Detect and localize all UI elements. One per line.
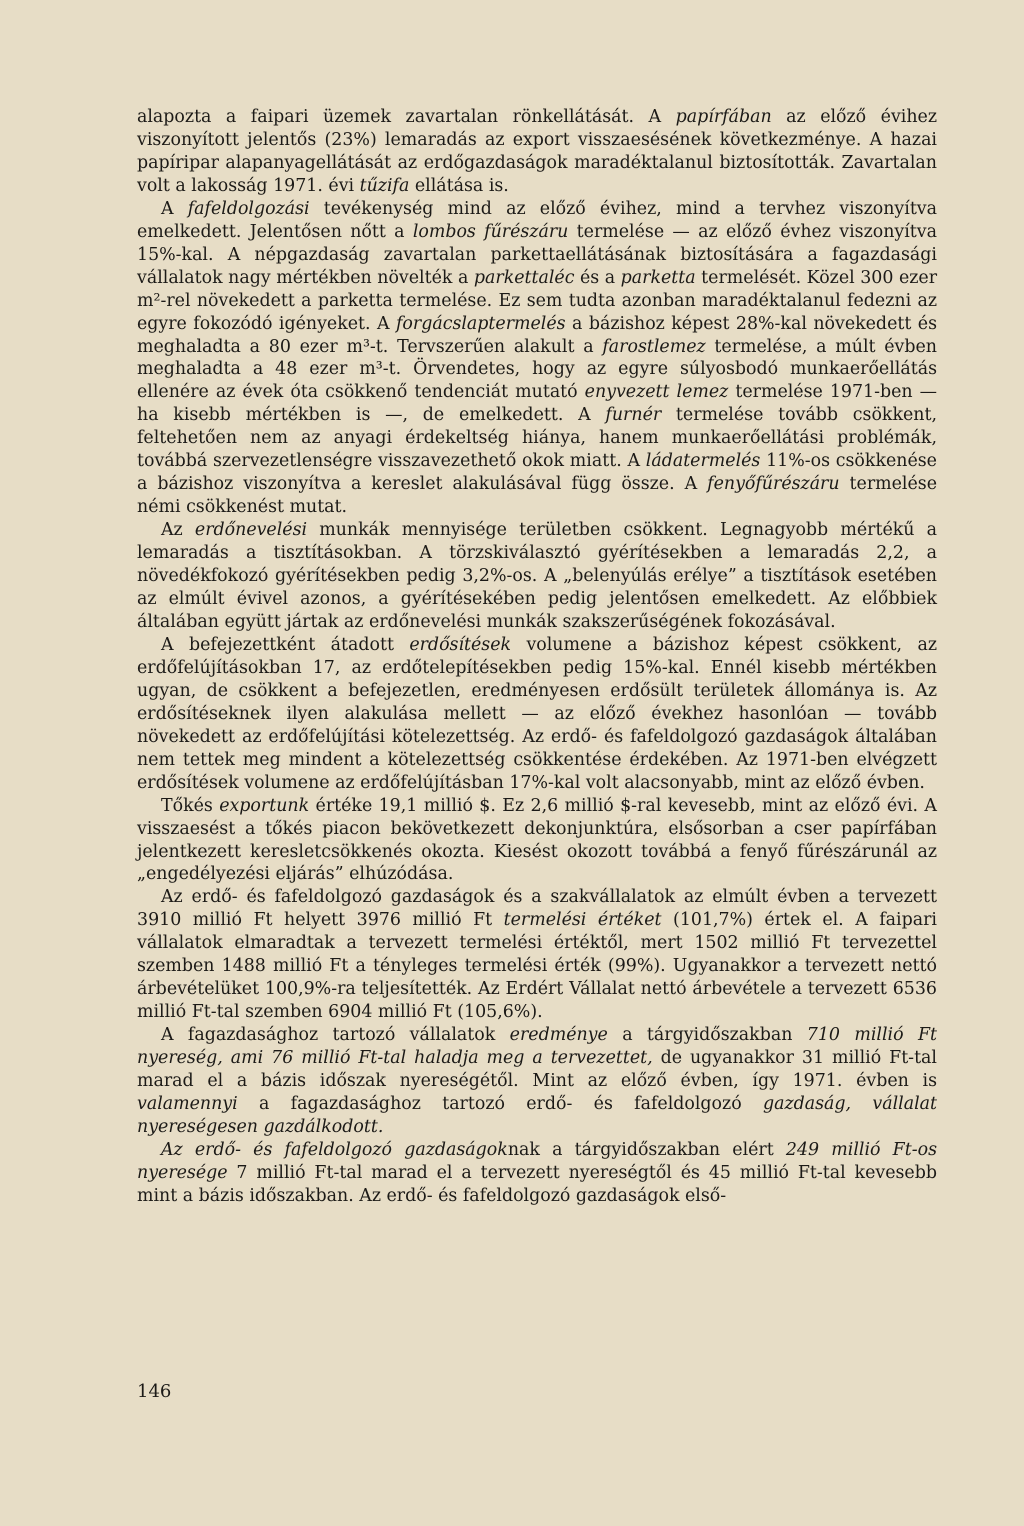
paragraph-8: Az erdő- és fafeldolgozó gazdaságoknak a tárgyidőszakban elért 249 millió Ft-os nyeresége 7 millió Ft-tal marad el a tervezett nyereségtől és 45 millió Ft-tal kevesebb mint a bázis időszakban. Az erdő- és fafeldolgozó gazdaságok első-: [137, 1139, 937, 1206]
page-number: 146: [137, 1381, 172, 1402]
paragraph-3: Az erdőnevelési munkák mennyisége területben csökkent. Legnagyobb mértékű a lemaradás a tisztításokban. A törzskiválasztó gyérítésekben a lemaradás 2,2, a növedékfokozó gyérítésekben pedig 3,2%-os. A „belenyúlás erélye” a tisztítások esetében az elmúlt évivel azonos, a gyérítésekében pedig jelentősen emelkedett. Az előbbiek általában együtt jártak az erdőnevelési munkák szakszerűségének fokozásával.: [137, 520, 938, 632]
paragraph-1: alapozta a faipari üzemek zavartalan rönkellátását. A papírfában az előző évihez viszonyított jelentős (23%) lemaradás az export visszaesésének következménye. A hazai papíripar alapanyagellátását az erdőgazdaságok maradéktalanul biztosították. Zavartalan volt a lakosság 1971. évi tűzifa ellátása is.: [137, 107, 937, 196]
body-text: [137, 106, 937, 1208]
paragraph-5: Tőkés exportunk értéke 19,1 millió $. Ez 2,6 millió $-ral kevesebb, mint az előző évi. A visszaesést a tőkés piacon bekövetkezett dekonjunktúra, elsősorban a cser papírfában jelentkezett keresletcsökkenés okozta. Kiesést okozott továbbá a fenyő fűrészárunál az „engedélyezési eljárás” elhúzódása.: [137, 795, 937, 885]
paragraph-7: A fagazdasághoz tartozó vállalatok eredménye a tárgyidőszakban 710 millió Ft nyereség, ami 76 millió Ft-tal haladja meg a tervezettet, de ugyanakkor 31 millió Ft-tal marad el a bázis időszak nyereségétől. Mint az előző évben, így 1971. évben is valamennyi a fagazdasághoz tartozó erdő- és fafeldolgozó gazdaság, vállalat nyereségesen gazdálkodott.: [137, 1025, 938, 1137]
paragraph-4: A befejezettként átadott erdősítések volumene a bázishoz képest csökkent, az erdőfelújításokban 17, az erdőtelepítésekben pedig 15%-kal. Ennél kisebb mértékben ugyan, de csökkent a befejezetlen, eredményesen erdősült területek állománya is. Az erdősítéseknek ilyen alakulása mellett — az előző évekhez hasonlóan — tovább növekedett az erdőfelújítási kötelezettség. Az erdő- és fafeldolgozó gazdaságok általában nem tettek meg mindent a kötelezettség csökkentése érdekében. Az 1971-ben elvégzett erdősítések volumene az erdőfelújításban 17%-kal volt alacsonyabb, mint az előző évben.: [137, 634, 937, 793]
paragraph-6: Az erdő- és fafeldolgozó gazdaságok és a szakvállalatok az elmúlt évben a tervezett 3910 millió Ft helyett 3976 millió Ft termelési értéket (101,7%) értek el. A faipari vállalatok elmaradtak a tervezett termelési értéktől, mert 1502 millió Ft tervezettel szemben 1488 millió Ft a tényleges termelési érték (99%). Ugyanakkor a tervezett nettó árbevételüket 100,9%-ra teljesítették. Az Erdért Vállalat nettó árbevétele a tervezett 6536 millió Ft-tal szemben 6904 millió Ft (105,6%).: [137, 887, 937, 1023]
paragraph-2: A fafeldolgozási tevékenység mind az előző évihez, mind a tervhez viszonyítva emelkedett. Jelentősen nőtt a lombos fűrészáru termelése — az előző évhez viszonyítva 15%-kal. A népgazdaság zavartalan parkettaellátásának biztosítására a fagazdasági vállalatok nagy mértékben növelték a parkettaléc és a parketta termelését. Közel 300 ezer m²-rel növekedett a parketta termelése. Ez sem tudta azonban maradéktalanul fedezni az egyre fokozódó igényeket. A forgácslaptermelés a bázishoz képest 28%-kal növekedett és meghaladta a 80 ezer m³-t. Tervszerűen alakult a farostlemez termelése, a múlt évben meghaladta a 48 ezer m³-t. Örvendetes, hogy az egyre súlyosbodó munkaerőellátás ellenére az évek óta csökkenő tendenciát mutató enyvezett lemez termelése 1971-ben — ha kisebb mértékben is —, de emelkedett. A furnér termelése tovább csökkent, feltehetően nem az anyagi érdekeltség hiánya, hanem munkaerőellátási problémák, továbbá szervezetlenségre visszavezethető okok miatt. A ládatermelés 11%-os csökkenése a bázishoz viszonyítva a kereslet alakulásával függ össze. A fenyőfűrészáru termelése némi csökkenést mutat.: [137, 198, 938, 518]
